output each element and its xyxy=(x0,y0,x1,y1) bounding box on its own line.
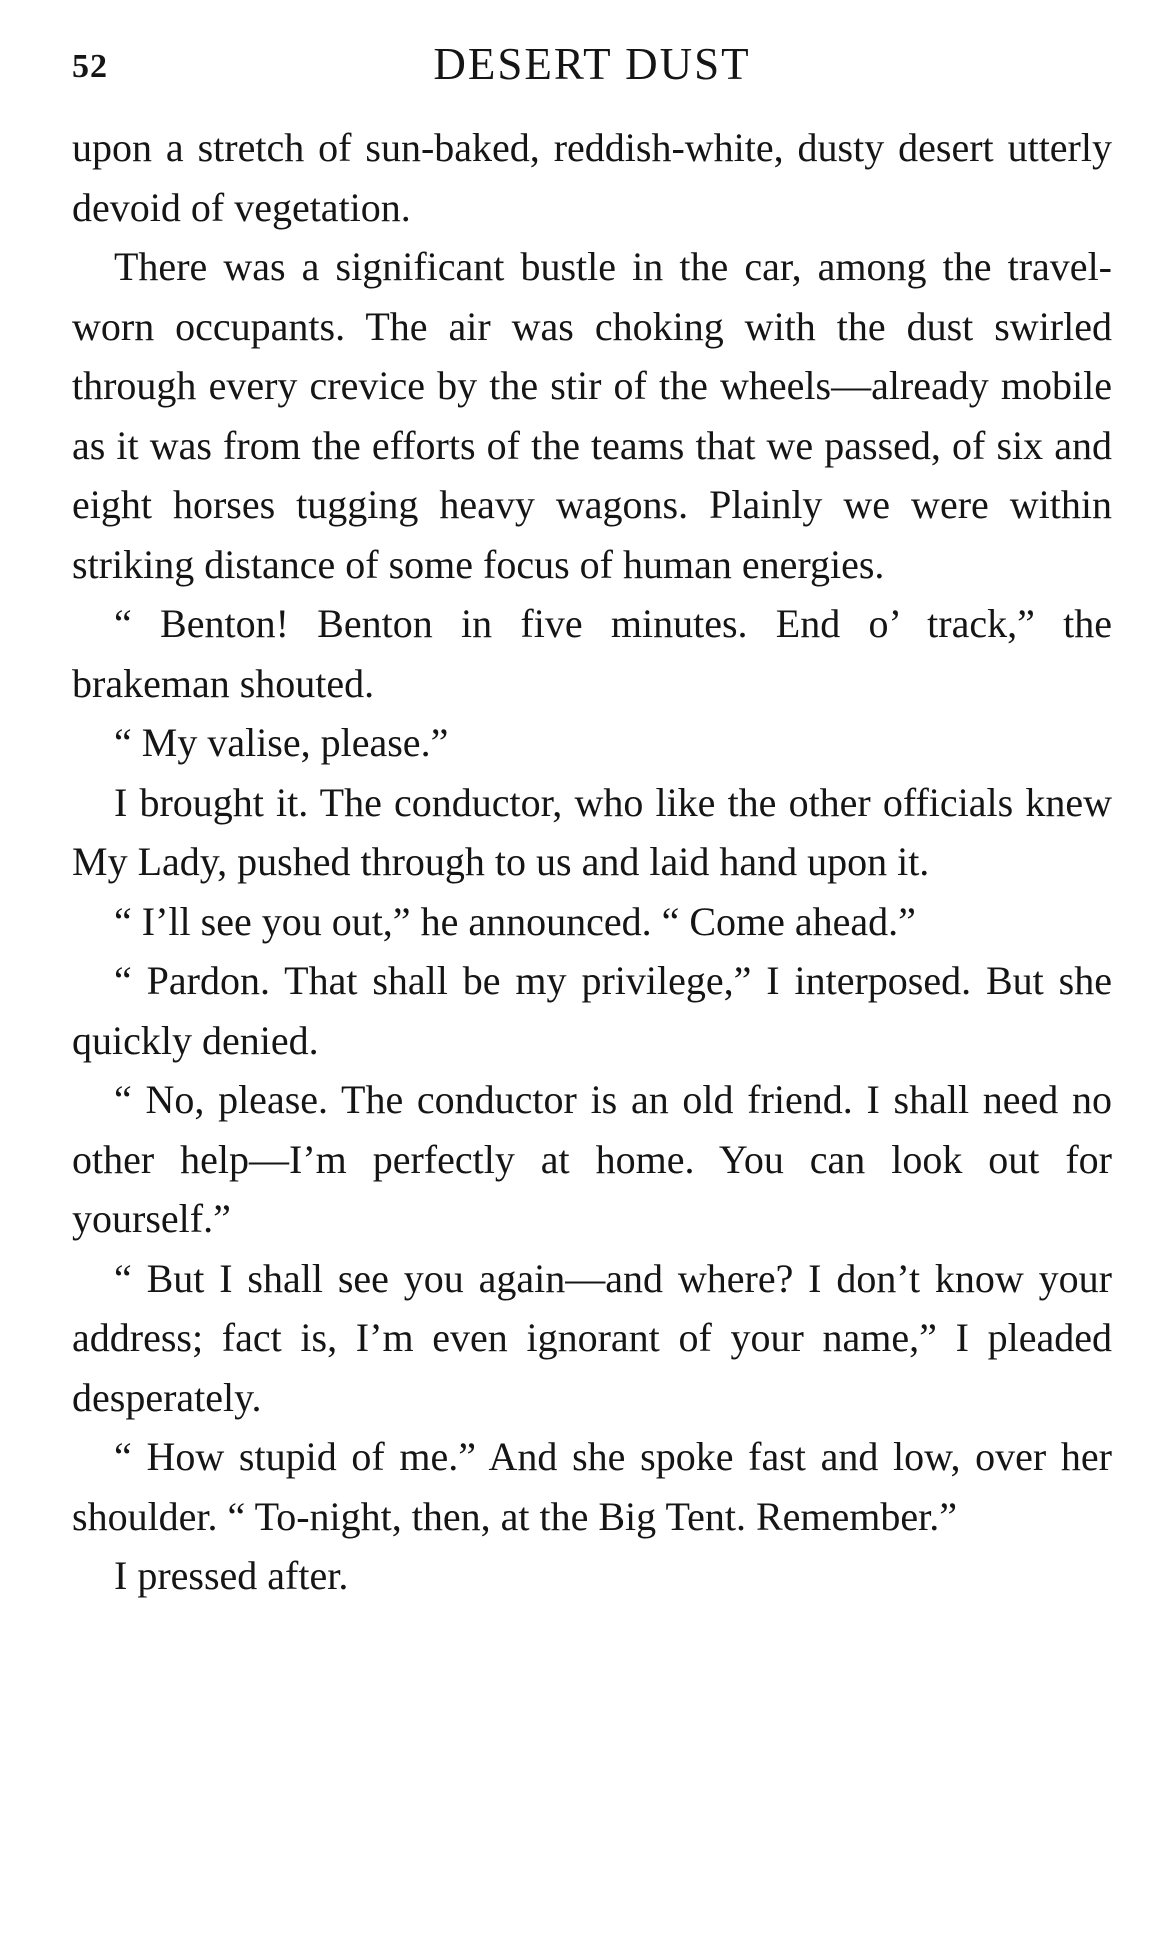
paragraph: “ No, please. The conductor is an old friend. I shall need no other help—I’m perfectly at home. You can look out for yourself.” xyxy=(72,1077,1112,1241)
paragraph: “ How stupid of me.” And she spoke fast and low, over her shoulder. “ To-night, then, at the Big Tent. Remember.” xyxy=(72,1434,1112,1539)
paragraph: “ But I shall see you again—and where? I don’t know your address; fact is, I’m even ignorant of your name,” I pleaded desperately. xyxy=(72,1255,1112,1420)
paragraph: upon a stretch of sun-baked, reddish-white, dusty desert utterly devoid of vegetation. xyxy=(72,125,1112,230)
body-text xyxy=(72,118,1112,1606)
paragraph: There was a significant bustle in the car, among the travel-worn occupants. The air was choking with the dust swirled through every crevice by the stir of the wheels—already mobile as it was from the efforts of the teams that we passed, of six and eight horses tugging heavy wagons. Plainly we were within striking distance of some focus of human energies. xyxy=(72,244,1112,587)
paragraph: “ I’ll see you out,” he announced. “ Come ahead.” xyxy=(114,898,916,944)
paragraph: I brought it. The conductor, who like the other officials knew My Lady, pushed through to us and laid hand upon it. xyxy=(72,779,1112,884)
paragraph: “ My valise, please.” xyxy=(114,720,449,765)
running-head: DESERT DUST xyxy=(433,39,751,89)
paragraph: “ Pardon. That shall be my privilege,” I interposed. But she quickly denied. xyxy=(72,958,1112,1063)
paragraph: I pressed after. xyxy=(114,1553,349,1598)
paragraph: “ Benton! Benton in five minutes. End o’ track,” the brakeman shouted. xyxy=(72,601,1112,706)
page-number: 52 xyxy=(72,48,108,85)
page-header xyxy=(72,32,1112,96)
